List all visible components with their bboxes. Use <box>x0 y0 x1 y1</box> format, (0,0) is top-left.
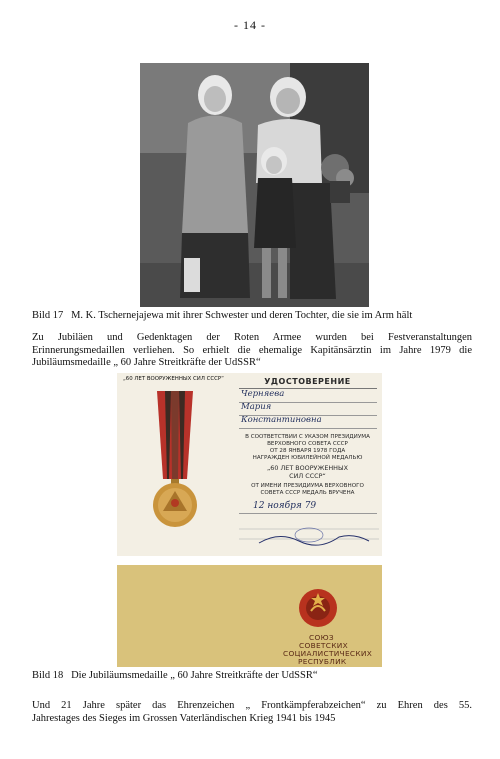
figure-17-text: M. K. Tschernejajewa mit ihrer Schwester und deren Tochter, die sie im Arm hält <box>71 310 413 321</box>
certificate-firstname: Мария <box>241 402 272 412</box>
certificate-decree-line: В СООТВЕТСТВИИ С УКАЗОМ ПРЕЗИДИУМА <box>245 434 370 440</box>
figure-17-label: Bild 17 <box>32 310 64 321</box>
photo-illustration <box>140 63 369 307</box>
figure-18-label: Bild 18 <box>32 670 64 681</box>
paragraph-2 <box>32 700 472 725</box>
cover-line: РЕСПУБЛИК <box>298 657 347 666</box>
soviet-emblem-icon <box>297 587 339 629</box>
figure-18-caption <box>32 670 318 682</box>
paragraph-1 <box>32 332 472 370</box>
certificate-cover <box>117 565 382 667</box>
certificate-patronymic: Константиновна <box>241 415 322 425</box>
certificate-top-label: „60 ЛЕТ ВООРУЖЕННЫХ СИЛ СССР“ <box>123 376 224 382</box>
certificate-decree-line: ОТ 28 ЯНВАРЯ 1978 ГОДА <box>269 448 346 454</box>
certificate-decree-line: ВЕРХОВНОГО СОВЕТА СССР <box>267 441 348 447</box>
medal-certificate <box>117 373 382 556</box>
figure-18-text: Die Jubiläumsmedaille „ 60 Jahre Streitkräfte der UdSSR“ <box>71 670 318 681</box>
paragraph-2-line: Und 21 Jahre später das Ehrenzeichen „ Frontkämpferabzeichen“ zu Ehren des 55. <box>32 700 472 711</box>
certificate-date: 12 ноября 79 <box>253 501 317 511</box>
certificate-title: УДОСТОВЕРЕНИЕ <box>264 377 351 386</box>
figure-17-caption <box>32 310 412 322</box>
certificate-behalf-line: СОВЕТА СССР МЕДАЛЬ ВРУЧЕНА <box>260 490 355 496</box>
cover-line: СОВЕТСКИХ <box>299 641 348 650</box>
certificate-decree-line: НАГРАЖДЕН ЮБИЛЕЙНОЙ МЕДАЛЬЮ <box>252 455 363 461</box>
paragraph-1-line: Erinnerungsmedaillen verliehen. So erhielt die ehemalige Kapitänsärztin im Jahre 1979 die <box>32 344 472 356</box>
certificate-text-block <box>227 373 382 556</box>
certificate-medal-line: „60 ЛЕТ ВООРУЖЕННЫХ <box>267 464 348 472</box>
cover-line: СОЦИАЛИСТИЧЕСКИХ <box>283 649 373 658</box>
photo-three-women <box>140 63 369 307</box>
medal-image <box>135 387 215 547</box>
certificate-surname: Черняева <box>241 389 285 399</box>
paragraph-1-line: Jubiläumsmedaille „ 60 Jahre Streitkräfte der UdSSR“ <box>32 357 261 368</box>
certificate-signature-stamp <box>239 521 379 551</box>
paragraph-2-line: Jahrestages des Sieges im Grossen Vaterländischen Krieg 1941 bis 1945 <box>32 712 336 724</box>
certificate-medal-line: СИЛ СССР“ <box>289 472 326 480</box>
paragraph-1-line: Zu Jubiläen und Gedenktagen der Roten Armee wurden bei Festveranstaltungen <box>32 332 472 343</box>
page-number: - 14 - <box>234 18 266 32</box>
certificate-behalf-line: ОТ ИМЕНИ ПРЕЗИДИУМА ВЕРХОВНОГО <box>251 483 364 489</box>
cover-line: СОЮЗ <box>309 633 334 642</box>
